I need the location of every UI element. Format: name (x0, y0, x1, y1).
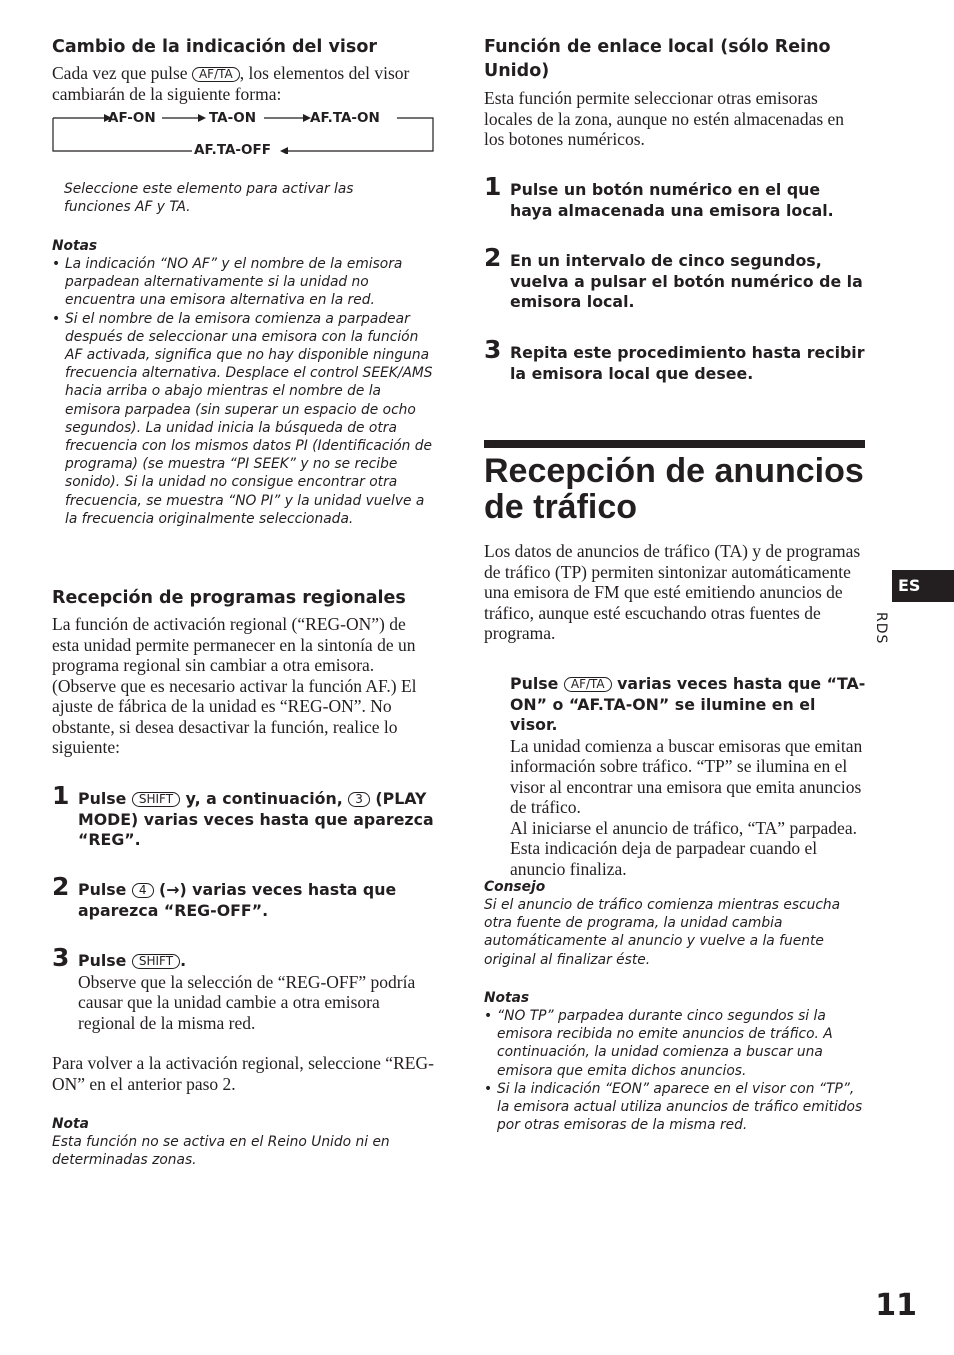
cycle-af-on: AF-ON (108, 110, 156, 126)
traffic-step-detail: Al iniciarse el anuncio de tráfico, “TA” parpadea. Esta indicación deja de parpadear cuando el anuncio finaliza. (510, 817, 857, 879)
traffic-step-detail: La unidad comienza a buscar emisoras que emitan información sobre tráfico. “TP” se ilumina en el visor al encontrar una emisora que emita anuncios de tráfico. (510, 735, 863, 818)
step-text: En un intervalo de cinco segundos, vuelva a pulsar el botón numérico de la emisora local. (510, 251, 863, 312)
local-link-intro: Esta función permite seleccionar otras emisoras locales de la zona, aunque no estén almacenadas en los botones numéricos. (484, 88, 845, 149)
page-number: 11 (875, 1288, 917, 1323)
step-note: Observe que la selección de “REG-OFF” podría causar que la unidad cambie a otra emisora regional de la misma red. (78, 971, 416, 1033)
regional-section-title: Recepción de programas regionales (52, 588, 406, 608)
af-ta-key: AF/TA (564, 677, 612, 692)
af-ta-key: AF/TA (192, 67, 240, 82)
step-text: Pulse un botón numérico en el que haya almacenada una emisora local. (510, 180, 834, 220)
notes-heading: Notas (52, 238, 98, 254)
key-3: 3 (348, 792, 370, 807)
traffic-instruction (510, 674, 868, 879)
consejo-text: Si el anuncio de tráfico comienza mientras escucha otra fuente de programa, la unidad cambia automáticamente al anuncio y vuelve a la fuente original al finalizar éste. (484, 897, 841, 968)
step-number: 3 (52, 943, 70, 972)
visor-section-title: Cambio de la indicación del visor (52, 37, 377, 57)
traffic-section-title: Recepción de anuncios de tráfico (484, 452, 864, 526)
nota-text: Esta función no se activa en el Reino Unido ni en determinadas zonas. (52, 1134, 390, 1169)
display-cycle-diagram (52, 110, 436, 158)
notas-list (484, 1007, 868, 1134)
step-text: Repita este procedimiento hasta recibir la emisora local que desee. (510, 343, 865, 383)
step-number: 1 (52, 781, 70, 810)
shift-key: SHIFT (132, 954, 180, 969)
visor-intro: Cada vez que pulse AF/TA , los elementos del visor cambiarán de la siguiente forma: (52, 63, 410, 104)
step-text: Pulse SHIFT y, a continuación, 3 (PLAY MODE) varias veces hasta que aparezca “REG”. (78, 789, 434, 850)
notas-heading: Notas (484, 990, 530, 1006)
note-item: • Si el nombre de la emisora comienza a parpadear después de seleccionar una emisora con la función AF activada, significa que no hay disponible ninguna frecuencia alternativa. Desplace el control SEEK/AMS hacia arriba o abajo mientras el nombre de la emisora parpadea (sin superar un espacio de ocho segundos). La unidad inicia la búsqueda de otra frecuencia con los mismos datos PI (Identificación de programa) (se muestra “PI SEEK” y no se recibe sonido). Si la unidad no consigue encontrar otra frecuencia, se muestra “NO PI” y la unidad vuelve a la frecuencia originalmente seleccionada. (52, 310, 436, 528)
section-side-label: RDS (873, 612, 889, 645)
key-4: 4 (132, 883, 154, 898)
note-item: • “NO TP” parpadea durante cinco segundos si la emisora recibida no emite anuncios de tráfico. A continuación, la unidad comienza a buscar una emisora que emita dichos anuncios. (484, 1007, 868, 1080)
step-number: 2 (484, 243, 502, 272)
traffic-step-text: Pulse AF/TA varias veces hasta que “TA-ON” o “AF.TA-ON” se ilumine en el visor. (510, 674, 866, 735)
cycle-ta-on: TA-ON (209, 110, 256, 126)
regional-intro: La función de activación regional (“REG-ON”) de esta unidad permite permanecer en la sintonía de un programa regional sin cambiar a otra emisora. (Observe que es necesario activar la función AF.) El ajuste de fábrica de la unidad es “REG-ON”. No obstante, si desea desactivar la función, realice lo siguiente: (52, 614, 417, 757)
traffic-intro: Los datos de anuncios de tráfico (TA) y de programas de tráfico (TP) permiten sintonizar automáticamente una emisora de FM que esté emitiendo anuncios de tráfico, aunque esté escuchando otras fuentes de programa. (484, 541, 861, 643)
notes-list (52, 255, 436, 528)
cycle-caption: Seleccione este elemento para activar las funciones AF y TA. (64, 181, 354, 216)
note-item: • Si la indicación “EON” aparece en el visor con “TP”, la emisora actual utiliza anuncios de tráfico emitidos por otras emisoras de la misma red. (484, 1080, 868, 1135)
note-item: • La indicación “NO AF” y el nombre de la emisora parpadean alternativamente si la unidad no encuentra una emisora alternativa en la red. (52, 255, 436, 310)
step-number: 1 (484, 172, 502, 201)
section-divider-bar (484, 440, 865, 448)
cycle-af-ta-off: AF.TA-OFF (194, 142, 271, 158)
step-number: 2 (52, 872, 70, 901)
step-text: Pulse 4 (→) varias veces hasta que aparezca “REG-OFF”. (78, 880, 397, 920)
consejo-heading: Consejo (484, 879, 546, 895)
language-tab: ES (892, 570, 954, 602)
regional-return: Para volver a la activación regional, seleccione “REG-ON” en el anterior paso 2. (52, 1053, 434, 1094)
nota-heading: Nota (52, 1116, 89, 1132)
shift-key: SHIFT (132, 792, 180, 807)
step-number: 3 (484, 335, 502, 364)
step-text: Pulse SHIFT . Observe que la selección de “REG-OFF” podría causar que la unidad cambie a otra emisora regional de la misma red. (78, 951, 440, 1033)
local-link-title: Función de enlace local (sólo Reino Unido) (484, 37, 831, 81)
cycle-af-ta-on: AF.TA-ON (310, 110, 380, 126)
